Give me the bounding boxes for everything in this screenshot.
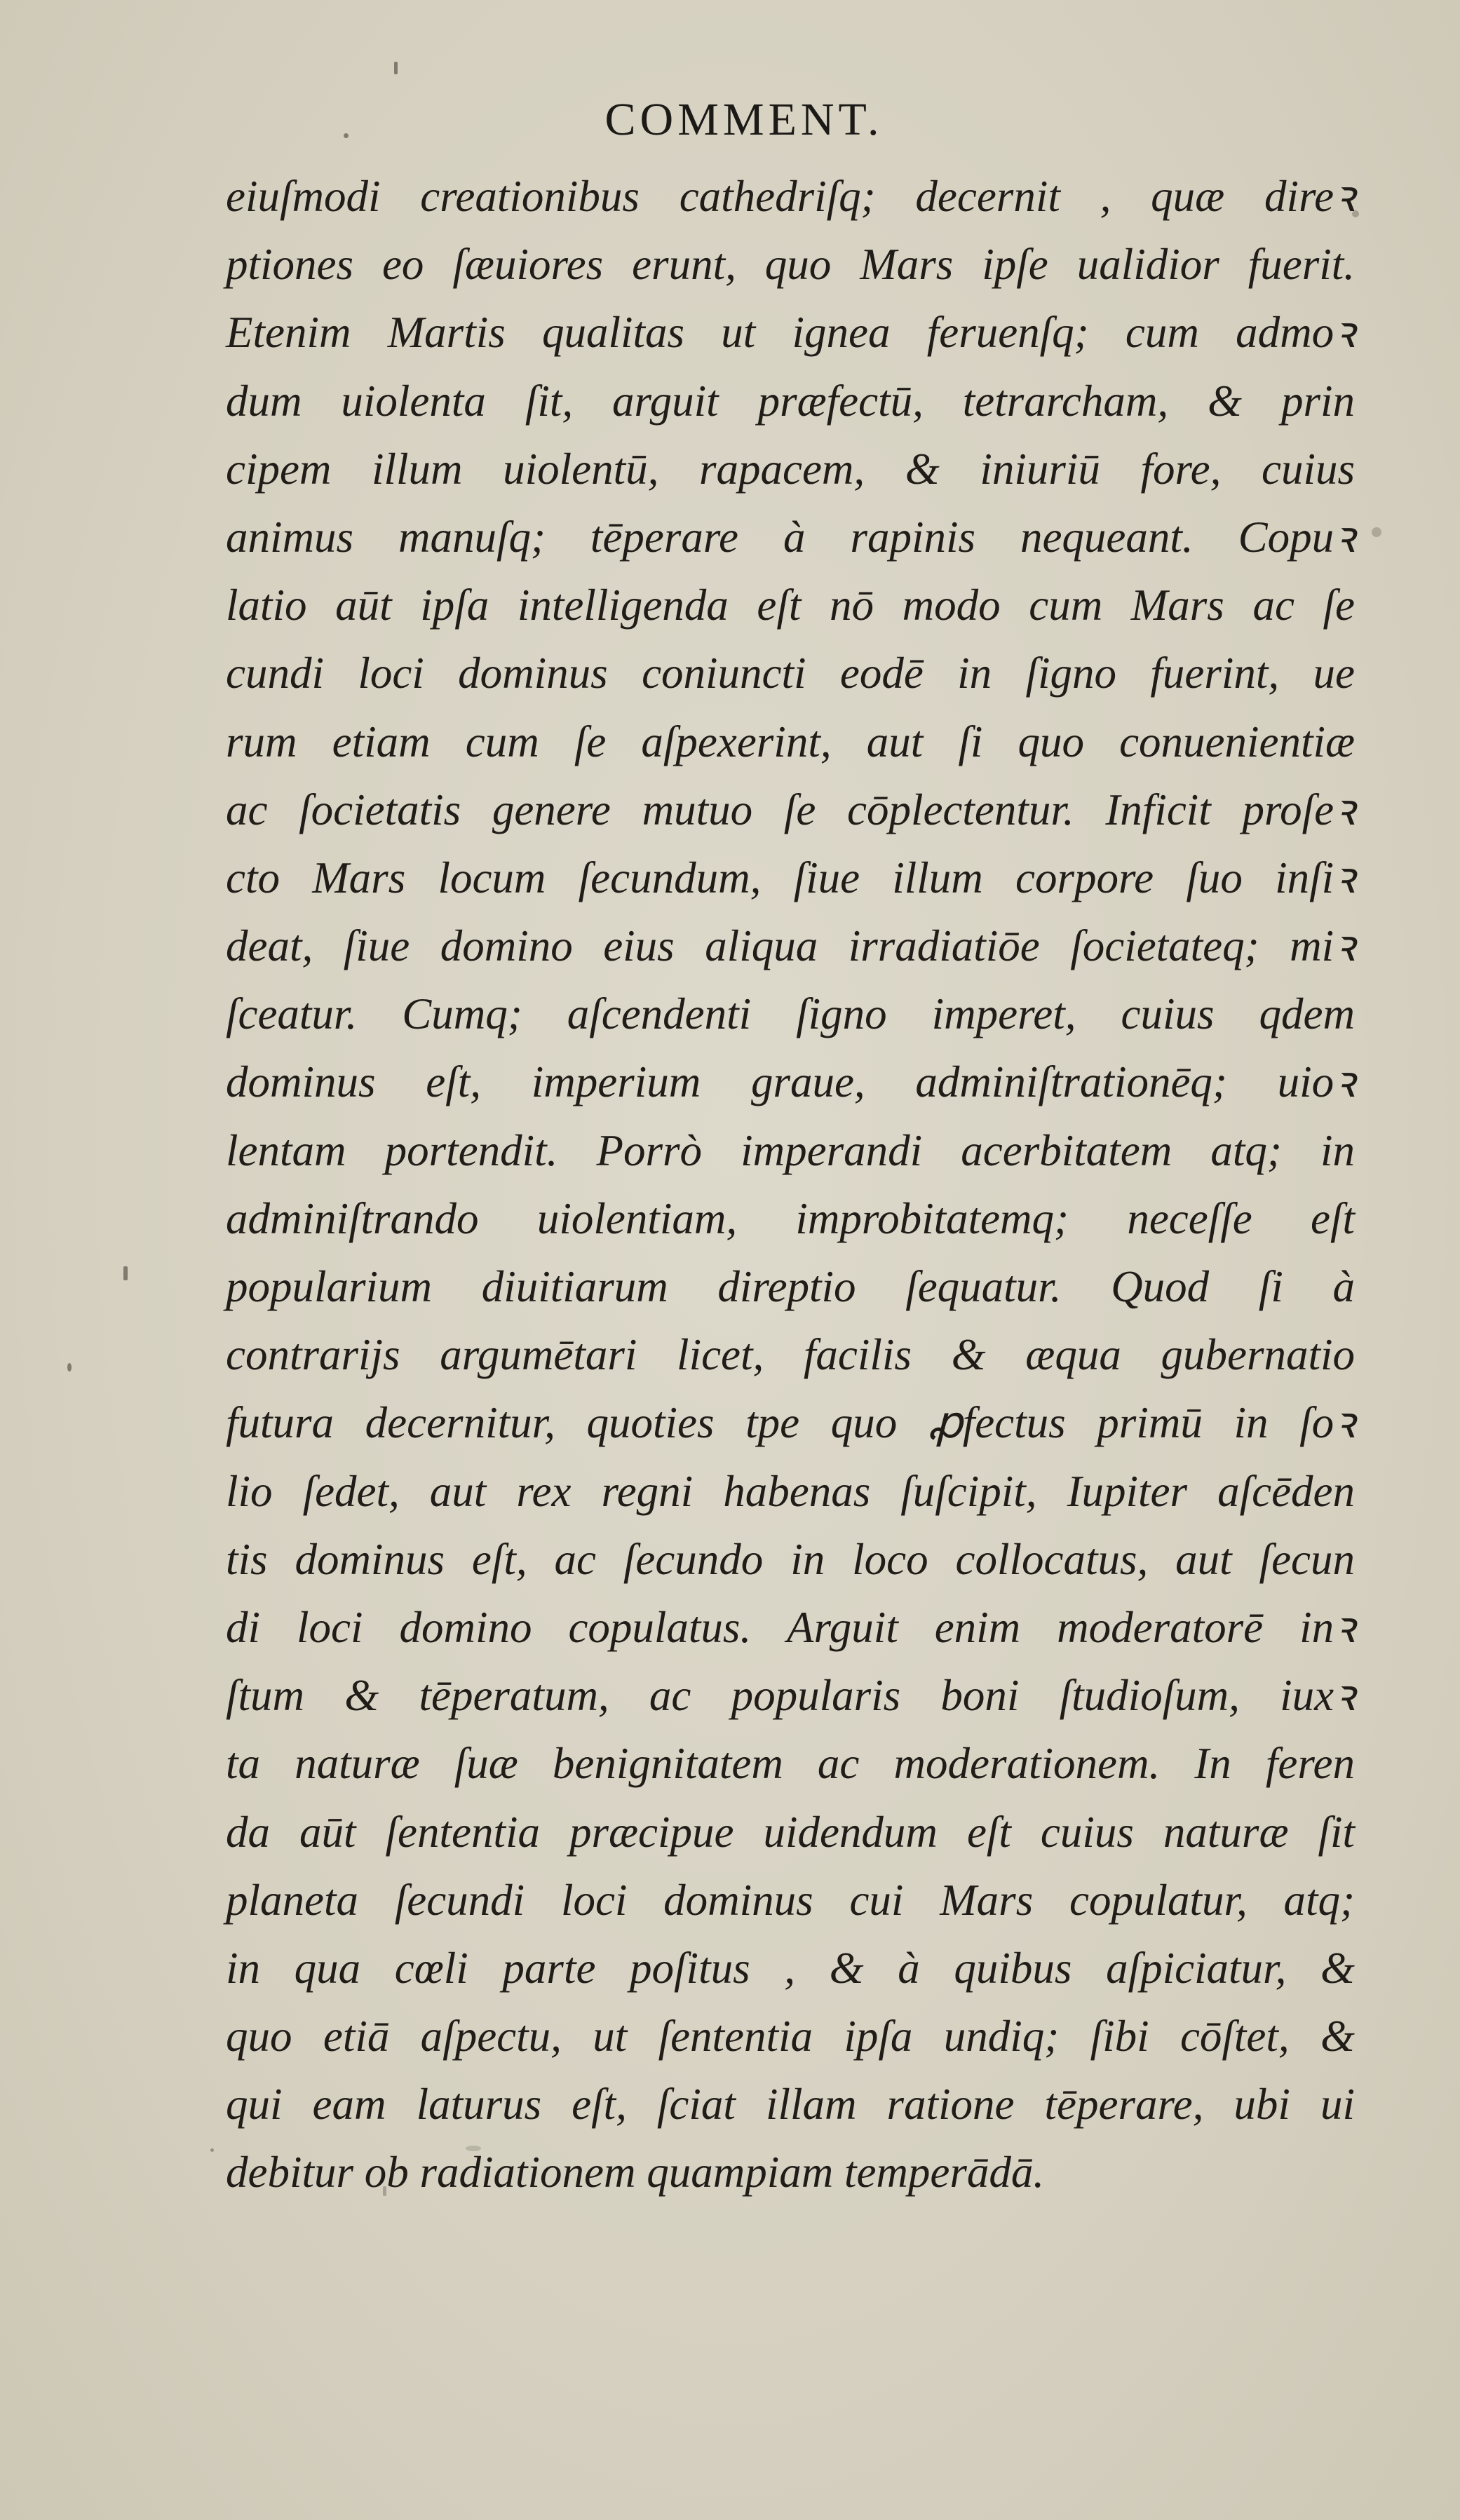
text-line: Etenim Martis qualitas ut ignea feruenſq; cum admoꝛ [226,308,1355,358]
text-line: latio aūt ipſa intelligenda eſt nō modo cum Mars ac ſe [226,581,1355,630]
text-line: debitur ob radiationem quampiam temperādā. [226,2148,1045,2197]
ink-speck [67,1363,72,1371]
text-line: ptiones eo ſæuiores erunt, quo Mars ipſe ualidior fuerit. [226,240,1355,290]
body-text [226,163,1355,2207]
ink-speck [1352,210,1359,217]
text-line: quo etiā aſpectu, ut ſententia ipſa undiq; ſibi cōſtet, & [226,2012,1355,2061]
text-line: qui eam laturus eſt, ſciat illam ratione tēperare, ubi ui [226,2080,1355,2129]
text-line: adminiſtrando uiolentiam, improbitatemq; neceſſe eſt [226,1193,1355,1243]
text-line: contrarijs argumētari licet, facilis & æqua gubernatio [226,1330,1355,1380]
text-line: cundi loci dominus coniuncti eodē in ſigno fuerint, ue [226,649,1355,698]
ink-speck [466,2146,481,2151]
text-line: cto Mars locum ſecundum, ſiue illum corpore ſuo inſiꝛ [226,853,1355,902]
text-line: eiuſmodi creationibus cathedriſq; decernit , quæ direꝛ [226,172,1355,221]
text-line: planeta ſecundi loci dominus cui Mars copulatur, atq; [226,1875,1355,1925]
text-line: cipem illum uiolentū, rapacem, & iniuriū fore, cuius [226,444,1355,494]
text-line: in qua cœli parte poſitus , & à quibus aſpiciatur, & [226,1943,1355,1993]
text-line: lio ſedet, aut rex regni habenas ſuſcipit, Iupiter aſcēden [226,1466,1355,1516]
text-line: lentam portendit. Porrò imperandi acerbitatem atq; in [226,1125,1355,1175]
ink-speck [1372,527,1381,537]
running-head-text: COMMENT. [604,94,884,145]
text-line: rum etiam cum ſe aſpexerint, aut ſi quo conuenientiæ [226,717,1355,766]
text-line: dominus eſt, imperium graue, adminiſtrationēq; uioꝛ [226,1057,1355,1107]
ink-speck [123,1266,128,1280]
text-line: ſtum & tēperatum, ac popularis boni ſtudioſum, iuxꝛ [226,1671,1355,1721]
text-line: ta naturæ ſuæ benignitatem ac moderationem. In feren [226,1739,1355,1789]
text-line: tis dominus eſt, ac ſecundo in loco collocatus, aut ſecun [226,1534,1355,1584]
ink-speck [394,62,398,74]
text-line: futura decernitur, quoties tpe quo ꝓfectus primū in ſoꝛ [226,1398,1355,1448]
ink-speck [210,2148,214,2152]
ink-speck [344,133,349,138]
text-line: ſceatur. Cumq; aſcendenti ſigno imperet, cuius qdem [226,989,1355,1039]
text-line: animus manuſq; tēperare à rapinis nequeant. Copuꝛ [226,512,1355,562]
text-line: deat, ſiue domino eius aliqua irradiatiōe ſocietateq; miꝛ [226,921,1355,971]
text-line: ac ſocietatis genere mutuo ſe cōplectentur. Inficit proſeꝛ [226,785,1355,834]
text-line: popularium diuitiarum direptio ſequatur. Quod ſi à [226,1262,1355,1311]
ink-speck [383,2186,386,2196]
text-line: dum uiolenta ſit, arguit præfectū, tetrarcham, & prin [226,376,1355,426]
running-head [0,94,1460,145]
text-line: di loci domino copulatus. Arguit enim moderatorē inꝛ [226,1602,1355,1652]
text-line: da aūt ſententia præcipue uidendum eſt cuius naturæ ſit [226,1807,1355,1857]
